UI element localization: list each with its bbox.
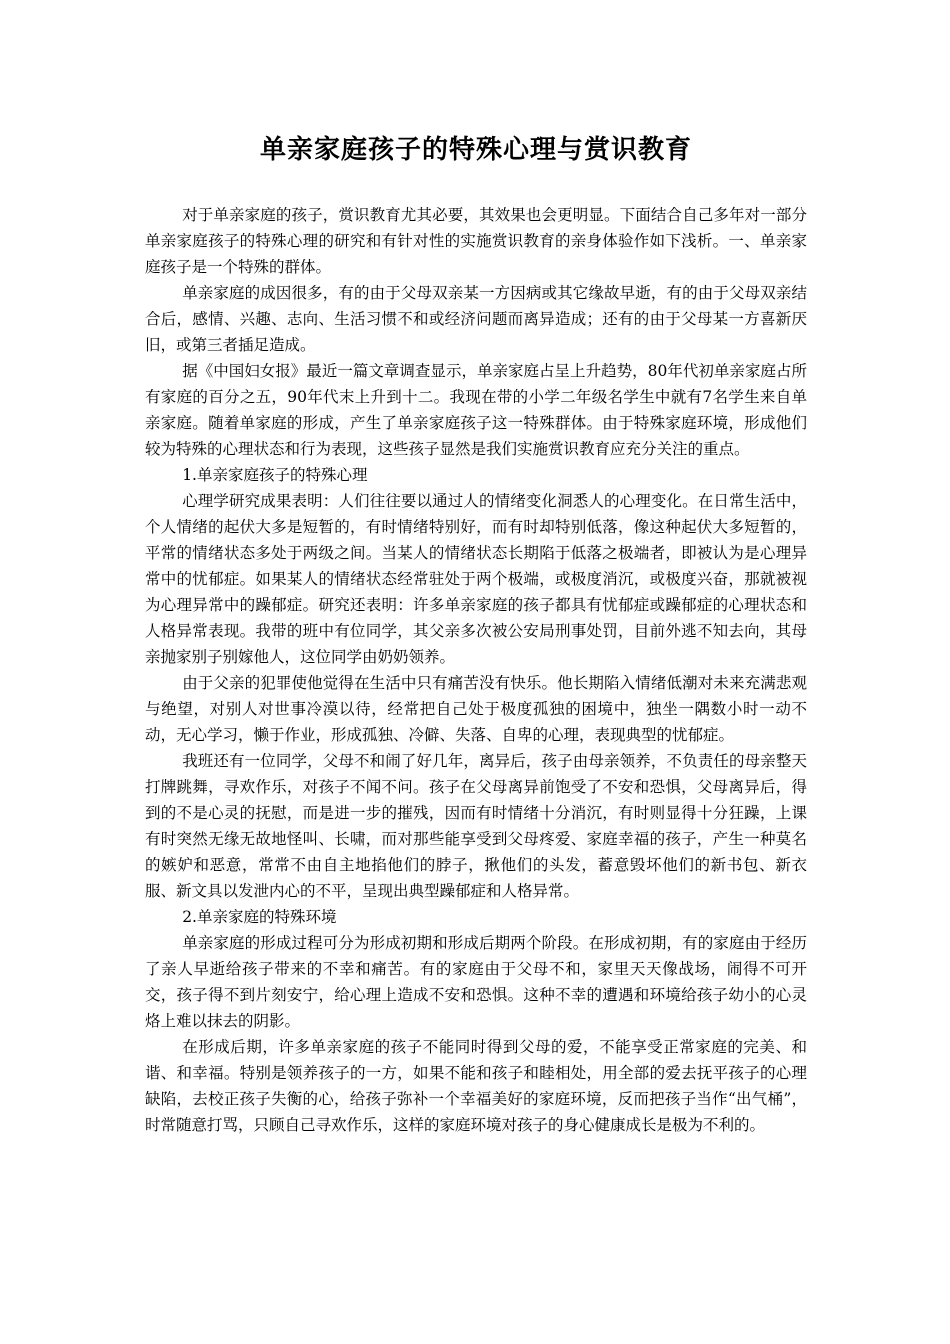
paragraph-case-one: 由于父亲的犯罪使他觉得在生活中只有痛苦没有快乐。他长期陷入情绪低潮对未来充满悲观与绝望，对别人对世事冷漠以待，经常把自己处于极度孤独的困境中，独坐一隅数小时一动不动，无心学习，懒于作业，形成孤独、冷僻、失落、自卑的心理，表现典型的忧郁症。 [145, 674, 807, 744]
paragraph-intro: 对于单亲家庭的孩子，赏识教育尤其必要，其效果也会更明显。下面结合自己多年对一部分单亲家庭孩子的特殊心理的研究和有针对性的实施赏识教育的亲身体验作如下浅析。一、单亲家庭孩子是一个特殊的群体。 [145, 206, 807, 276]
document-page [145, 128, 807, 1138]
section-heading-special-psychology: 1.单亲家庭孩子的特殊心理 [182, 466, 368, 484]
paragraph-later-stage: 在形成后期，许多单亲家庭的孩子不能同时得到父母的爱，不能享受正常家庭的完美、和谐、和幸福。特别是领养孩子的一方，如果不能和孩子和睦相处，用全部的爱去抚平孩子的心理缺陷，去校正孩子失衡的心，给孩子弥补一个幸福美好的家庭环境，反而把孩子当作“出气桶”，时常随意打骂，只顾自己寻欢作乐，这样的家庭环境对孩子的身心健康成长是极为不利的。 [145, 1038, 807, 1134]
paragraph-case-two: 我班还有一位同学，父母不和闹了好几年，离异后，孩子由母亲领养，不负责任的母亲整天打牌跳舞，寻欢作乐，对孩子不闻不问。孩子在父母离异前饱受了不安和恐惧，父母离异后，得到的不是心灵的抚慰，而是进一步的摧残，因而有时情绪十分消沉，有时则显得十分狂躁，上课有时突然无缘无故地怪叫、长啸，而对那些能享受到父母疼爱、家庭幸福的孩子，产生一种莫名的嫉妒和恶意，常常不由自主地掐他们的脖子，揪他们的头发，蓄意毁坏他们的新书包、新衣服、新文具以发泄内心的不平，呈现出典型躁郁症和人格异常。 [145, 752, 807, 900]
paragraph-early-stage: 单亲家庭的形成过程可分为形成初期和形成后期两个阶段。在形成初期，有的家庭由于经历了亲人早逝给孩子带来的不幸和痛苦。有的家庭由于父母不和，家里天天像战场，闹得不可开交，孩子得不到片刻安宁，给心理上造成不安和恐惧。这种不幸的遭遇和环境给孩子幼小的心灵烙上难以抹去的阴影。 [145, 934, 807, 1030]
paragraph-survey: 据《中国妇女报》最近一篇文章调查显示，单亲家庭占呈上升趋势，80年代初单亲家庭占所有家庭的百分之五，90年代末上升到十二。我现在带的小学二年级名学生中就有7名学生来自单亲家庭。随着单家庭的形成，产生了单亲家庭孩子这一特殊群体。由于特殊家庭环境，形成他们较为特殊的心理状态和行为表现，这些孩子显然是我们实施赏识教育应充分关注的重点。 [145, 362, 807, 458]
paragraph-psychology-research: 心理学研究成果表明：人们往往要以通过人的情绪变化洞悉人的心理变化。在日常生活中，个人情绪的起伏大多是短暂的，有时情绪特别好，而有时却特别低落，像这种起伏大多短暂的，平常的情绪状态多处于两级之间。当某人的情绪状态长期陷于低落之极端者，即被认为是心理异常中的忧郁症。如果某人的情绪状态经常驻处于两个极端，或极度消沉，或极度兴奋，那就被视为心理异常中的躁郁症。研究还表明：许多单亲家庭的孩子都具有忧郁症或躁郁症的心理状态和人格异常表现。我带的班中有位同学，其父亲多次被公安局刑事处罚，目前外逃不知去向，其母亲抛家别子别嫁他人，这位同学由奶奶领养。 [145, 492, 807, 666]
section-heading-special-environment: 2.单亲家庭的特殊环境 [182, 908, 337, 926]
document-title: 单亲家庭孩子的特殊心理与赏识教育 [259, 135, 692, 165]
paragraph-causes: 单亲家庭的成因很多，有的由于父母双亲某一方因病或其它缘故早逝，有的由于父母双亲结合后，感情、兴趣、志向、生活习惯不和或经济问题而离异造成；还有的由于父母某一方喜新厌旧，或第三者插足造成。 [145, 284, 807, 354]
document-body [145, 202, 807, 1138]
